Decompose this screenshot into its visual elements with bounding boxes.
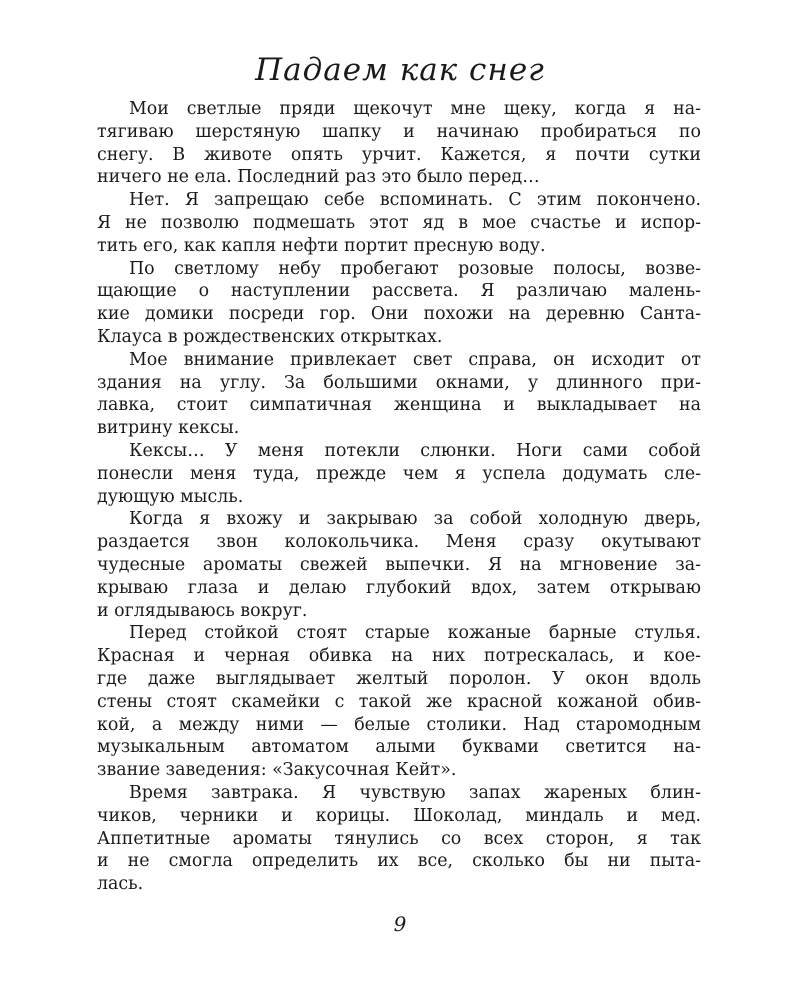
text-line: Я не позволю подмешать этот яд в мое счастье и испор-: [97, 212, 701, 233]
text-line: Перед стойкой стоят старые кожаные барные стулья.: [129, 623, 701, 644]
text-line: тить его, как капля нефти портит пресную воду.: [97, 235, 546, 256]
text-line: щающие о наступлении рассвета. Я различаю малень-: [97, 281, 701, 302]
text-line: Кексы… У меня потекли слюнки. Ноги сами собой: [129, 440, 701, 461]
text-line: лась.: [97, 874, 144, 895]
text-line: дующую мысль.: [97, 486, 244, 507]
text-line: лавка, стоит симпатичная женщина и выкладывает на: [97, 395, 701, 416]
text-line: стены стоят скамейки с такой же красной кожаной обив-: [97, 691, 701, 712]
text-line: кие домики посреди гор. Они похожи на деревню Санта-: [97, 304, 701, 325]
text-line: Красная и черная обивка на них потрескалась, и кое-: [97, 646, 701, 667]
text-line: тягиваю шерстяную шапку и начинаю пробираться по: [97, 121, 701, 142]
text-line: снегу. В животе опять урчит. Кажется, я почти сутки: [97, 144, 701, 165]
text-line: раздается звон колокольчика. Меня сразу окутывают: [97, 532, 701, 553]
text-line: Аппетитные ароматы тянулись со всех сторон, я так: [97, 828, 701, 849]
text-line: понесли меня туда, прежде чем я успела додумать сле-: [97, 463, 701, 484]
text-line: Клауса в рождественских открытках.: [97, 326, 443, 347]
text-line: музыкальным автоматом алыми буквами светится на-: [97, 737, 701, 758]
text-line: звание заведения: «Закусочная Кейт».: [97, 760, 457, 781]
text-line: чудесные ароматы свежей выпечки. Я на мгновение за-: [97, 554, 701, 575]
text-line: кой, а между ними — белые столики. Над старомодным: [97, 714, 701, 735]
text-line: здания на углу. За большими окнами, у длинного при-: [97, 372, 701, 393]
running-title: Падаем как снег: [255, 52, 545, 88]
text-line: Мои светлые пряди щекочут мне щеку, когда я на-: [129, 99, 701, 119]
text-line: Мое внимание привлекает свет справа, он исходит от: [129, 349, 701, 370]
text-line: крываю глаза и делаю глубокий вдох, затем открываю: [97, 577, 701, 598]
text-line: ничего не ела. Последний раз это было перед…: [97, 167, 540, 188]
text-line: Когда я вхожу и закрываю за собой холодную дверь,: [129, 509, 701, 530]
body-text: [97, 98, 701, 896]
text-line: витрину кексы.: [97, 418, 240, 439]
text-line: где даже выглядывает желтый поролон. У окон вдоль: [97, 668, 701, 689]
text-line: Нет. Я запрещаю себе вспоминать. С этим покончено.: [129, 190, 701, 211]
text-line: Время завтрака. Я чувствую запах жареных блин-: [129, 782, 701, 803]
text-line: По светлому небу пробегают розовые полосы, возве-: [129, 258, 701, 279]
text-line: и оглядываюсь вокруг.: [97, 600, 308, 621]
text-line: чиков, черники и корицы. Шоколад, миндаль и мед.: [97, 805, 701, 826]
page-number: 9: [393, 912, 407, 936]
text-line: и не смогла определить их все, сколько бы ни пыта-: [97, 851, 701, 872]
